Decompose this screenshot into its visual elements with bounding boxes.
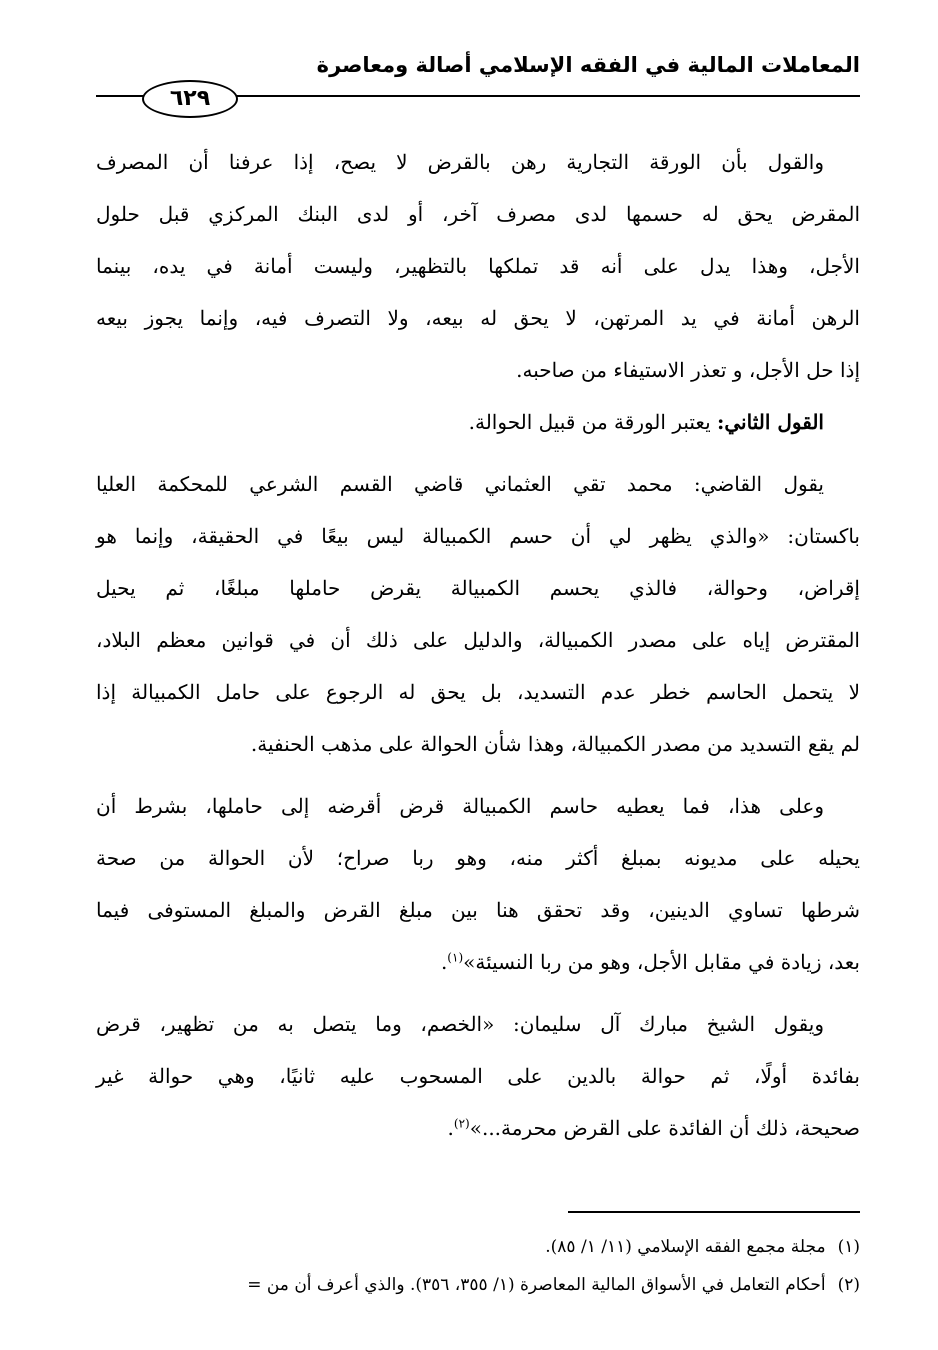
text-line: المقرض يحق له حسمها لدى مصرف آخر، أو لدى البنك المركزي قبل حلول	[96, 202, 860, 226]
text-line: باكستان: «والذي يظهر لي أن حسم الكمبيالة ليس بيعًا في الحقيقة، وإنما هو	[96, 524, 860, 548]
section-heading: القول الثاني:	[717, 410, 824, 434]
text-line: ويقول الشيخ مبارك آل سليمان: «الخصم، وما يتصل به من تظهير، قرض	[96, 1012, 824, 1036]
text-line	[96, 936, 860, 988]
footnote-rule	[568, 1211, 860, 1213]
text-line: إقراض، وحوالة، فالذي يحسم الكمبيالة يقرض حاملها مبلغًا، ثم يحيل	[96, 576, 860, 600]
text-line: والقول بأن الورقة التجارية رهن بالقرض لا يصح، إذا عرفنا أن المصرف	[96, 150, 824, 174]
text-line-content: بعد، زيادة في مقابل الأجل، وهو من ربا النسيئة»	[463, 950, 860, 974]
text-line: المقترض إياه على مصدر الكمبيالة، والدليل على ذلك أن في قوانين معظم البلاد،	[96, 628, 860, 652]
footnotes	[60, 1228, 860, 1304]
footnote-ref-1[interactable]: (١)	[447, 950, 464, 965]
text-line: يقول القاضي: محمد تقي العثماني قاضي القسم الشرعي للمحكمة العليا	[96, 472, 824, 496]
text-line-content: صحيحة، ذلك أن الفائدة على القرض محرمة...»	[469, 1116, 860, 1140]
page-number: ٦٢٩	[142, 80, 238, 118]
paragraph-1	[96, 136, 860, 396]
footnote-number: (٢)	[837, 1275, 860, 1295]
text-line: يحيله على مديونه بمبلغ أكثر منه، وهو ربا صراح؛ لأن الحوالة من صحة	[96, 846, 860, 870]
line-tail: .	[440, 950, 448, 974]
paragraph-3	[96, 458, 860, 770]
text-line: لا يتحمل الحاسم خطر عدم التسديد، بل يحق له الرجوع على حامل الكمبيالة إذا	[96, 680, 860, 704]
text-line: شرطها تساوي الدينين، وقد تحقق هنا بين مبلغ القرض والمبلغ المستوفى فيما	[96, 898, 860, 922]
section-heading-text: يعتبر الورقة من قبيل الحوالة.	[468, 410, 711, 434]
footnote-text: مجلة مجمع الفقه الإسلامي (١١/ ١/ ٨٥).	[545, 1237, 826, 1257]
text-line	[96, 1102, 860, 1154]
text-line: لم يقع التسديد من مصدر الكمبيالة، وهذا شأن الحوالة على مذهب الحنفية.	[250, 732, 860, 756]
footnote-2	[60, 1266, 860, 1304]
text-line: إذا حل الأجل، و تعذر الاستيفاء من صاحبه.	[516, 358, 860, 382]
running-title: المعاملات المالية في الفقه الإسلامي أصالة ومعاصرة	[316, 53, 860, 77]
text-line: بفائدة أولًا، ثم حوالة بالدين على المسحوب عليه ثانيًا، وهي حوالة غير	[96, 1064, 860, 1088]
footnote-ref-2[interactable]: (٢)	[453, 1116, 470, 1131]
footnote-1	[60, 1228, 860, 1266]
line-tail: .	[447, 1116, 454, 1140]
paragraph-5	[96, 998, 860, 1154]
text-line	[96, 396, 860, 448]
text-line: الرهن أمانة في يد المرتهن، لا يحق له بيعه، ولا التصرف فيه، وإنما يجوز بيعه	[96, 306, 860, 330]
paragraph-4	[96, 780, 860, 988]
footnote-number: (١)	[837, 1237, 860, 1257]
footnote-text: أحكام التعامل في الأسواق المالية المعاصرة (١/ ٣٥٥، ٣٥٦). والذي أعرف أن من =	[247, 1275, 826, 1295]
body-text	[96, 136, 860, 1154]
text-line: الأجل، وهذا يدل على أنه قد تملكها بالتظهير، وليست أمانة في يده، بينما	[96, 254, 860, 278]
paragraph-2	[96, 396, 860, 448]
text-line: وعلى هذا، فما يعطيه حاسم الكمبيالة قرض أقرضه إلى حاملها، بشرط أن	[96, 794, 824, 818]
